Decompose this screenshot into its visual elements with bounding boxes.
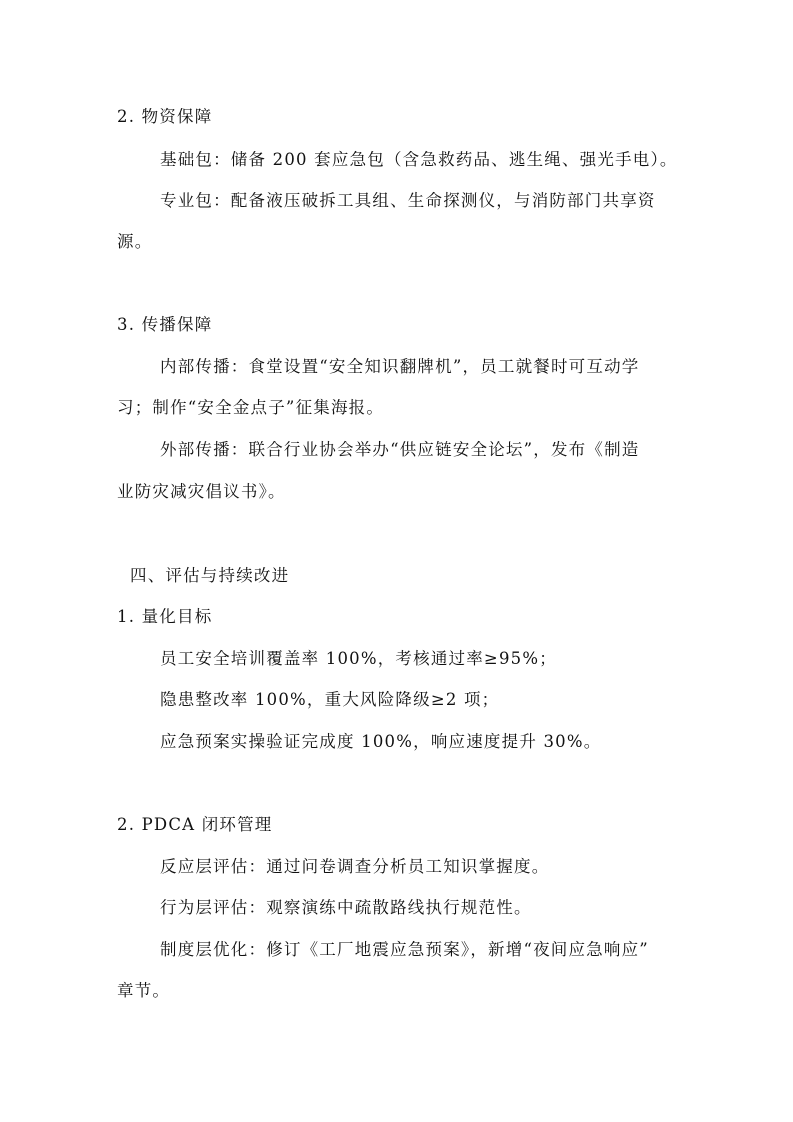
paragraph-hazard-rectification: 隐患整改率 100%，重大风险降级≥2 项；	[160, 690, 500, 709]
paragraph-reaction-eval: 反应层评估：通过问卷调查分析员工知识掌握度。	[160, 857, 550, 876]
section-heading-material: 2. 物资保障	[117, 107, 213, 126]
paragraph-internal-line1: 内部传播：食堂设置“安全知识翻牌机”，员工就餐时可互动学	[160, 357, 640, 376]
paragraph-plan-verification: 应急预案实操验证完成度 100%，响应速度提升 30%。	[160, 732, 602, 751]
paragraph-system-opt-line1: 制度层优化：修订《工厂地震应急预案》，新增“夜间应急响应”	[160, 940, 649, 959]
paragraph-system-opt-line2: 章节。	[117, 981, 171, 1000]
paragraph-pro-kit-line1: 专业包：配备液压破拆工具组、生命探测仪，与消防部门共享资	[160, 191, 656, 210]
paragraph-training-coverage: 员工安全培训覆盖率 100%，考核通过率≥95%；	[160, 649, 557, 668]
section-heading-targets: 1. 量化目标	[117, 607, 213, 626]
paragraph-behavior-eval: 行为层评估：观察演练中疏散路线执行规范性。	[160, 898, 532, 917]
section-heading-pdca: 2. PDCA 闭环管理	[117, 815, 273, 834]
paragraph-external-line1: 外部传播：联合行业协会举办“供应链安全论坛”，发布《制造	[160, 440, 640, 459]
paragraph-external-line2: 业防灾减灾倡议书》。	[117, 482, 286, 501]
paragraph-internal-line2: 习；制作“安全金点子”征集海报。	[117, 398, 385, 417]
chapter-heading-evaluation: 四、评估与持续改进	[130, 566, 290, 585]
paragraph-basic-kit: 基础包：储备 200 套应急包（含急救药品、逃生绳、强光手电）。	[160, 150, 678, 169]
section-heading-communication: 3. 传播保障	[117, 315, 213, 334]
paragraph-pro-kit-line2: 源。	[117, 232, 153, 251]
